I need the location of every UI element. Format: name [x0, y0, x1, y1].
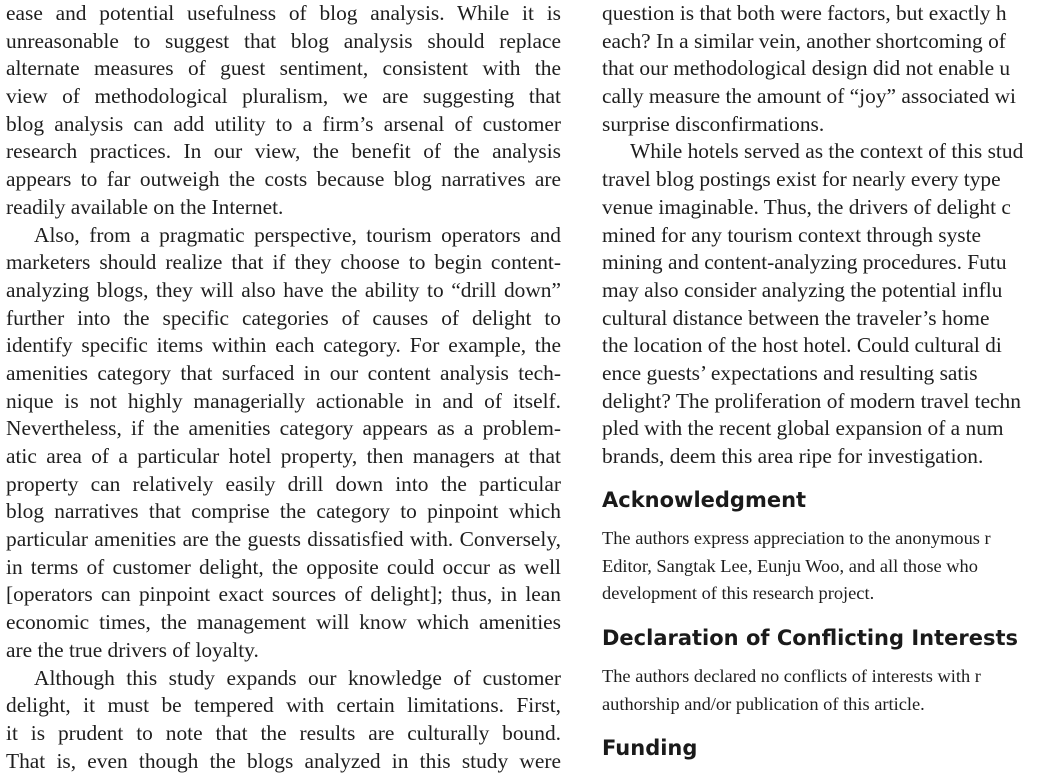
text-line: each? In a similar vein, another shortcoming of — [602, 28, 1006, 53]
text-line: the location of the host hotel. Could cultural di — [602, 333, 1002, 358]
left-column — [6, 0, 561, 775]
text-line: [operators can pinpoint exact sources of delight]; thus, in lean — [6, 582, 561, 607]
conflicts-heading: Declaration of Conflicting Interests — [602, 626, 1019, 650]
text-line: atic area of a particular hotel property, then managers at that — [6, 444, 561, 468]
text-line: ence guests’ expectations and resulting satis — [602, 360, 978, 385]
text-line: it is prudent to note that the results are culturally bound. — [6, 720, 561, 745]
text-line: further into the specific categories of causes of delight to — [6, 305, 561, 330]
conflicts-paragraph — [602, 663, 1045, 718]
text-line: in terms of customer delight, the opposite could occur as well — [6, 554, 561, 579]
text-line: Although this study expands our knowledge of customer — [34, 665, 561, 690]
text-line: marketers should realize that if they choose to begin content- — [6, 250, 561, 275]
text-line: mined for any tourism context through syste — [602, 222, 982, 247]
text-line: alternate measures of guest sentiment, consistent with the — [6, 56, 561, 81]
text-line: may also consider analyzing the potential influ — [602, 277, 1003, 302]
text-line: The authors declared no conflicts of interests with r — [602, 666, 981, 686]
text-line: blog narratives that comprise the category to pinpoint which — [6, 499, 561, 524]
text-line: travel blog postings exist for nearly every type — [602, 167, 1001, 192]
text-line: blog analysis can add utility to a firm’s arsenal of customer — [6, 111, 561, 136]
text-line: nique is not highly managerially actionable in and of itself. — [6, 388, 561, 413]
text-line: identify specific items within each category. For example, the — [6, 333, 561, 358]
text-line: mining and content-analyzing procedures. Futu — [602, 250, 1007, 275]
text-line: authorship and/or publication of this article. — [602, 693, 925, 714]
text-line: cally measure the amount of “joy” associated wi — [602, 84, 1016, 109]
text-line: appears to far outweigh the costs because blog narratives are — [6, 167, 561, 192]
text-line: That is, even though the blogs analyzed in this study were — [6, 748, 561, 773]
text-line: The authors express appreciation to the anonymous r — [602, 528, 991, 548]
text-line: amenities category that surfaced in our content analysis tech- — [6, 360, 561, 385]
text-line: venue imaginable. Thus, the drivers of delight c — [602, 194, 1011, 219]
text-line: research practices. In our view, the benefit of the analysis — [6, 139, 561, 164]
text-line: analyzing blogs, they will also have the ability to “drill down” — [6, 277, 561, 302]
text-line: development of this research project. — [602, 583, 875, 603]
text-line: brands, deem this area ripe for investigation. — [602, 444, 984, 468]
text-line: cultural distance between the traveler’s home — [602, 305, 990, 330]
text-line: While hotels served as the context of this stud — [630, 139, 1024, 164]
text-line: Also, from a pragmatic perspective, tourism operators and — [34, 222, 561, 247]
acknowledgment-paragraph — [602, 525, 1045, 608]
text-line: Editor, Sangtak Lee, Eunju Woo, and all those who — [602, 555, 978, 576]
funding-heading: Funding — [602, 736, 698, 760]
text-line: delight, it must be tempered with certain limitations. First, — [6, 693, 561, 718]
text-line: pled with the recent global expansion of a num — [602, 416, 1004, 441]
text-line: property can relatively easily drill down into the particular — [6, 471, 561, 496]
text-line: surprise disconfirmations. — [602, 111, 825, 136]
text-line: readily available on the Internet. — [6, 194, 284, 219]
text-line: question is that both were factors, but exactly h — [602, 1, 1007, 25]
text-line: delight? The proliferation of modern travel techn — [602, 388, 1021, 413]
text-line: particular amenities are the guests dissatisfied with. Conversely, — [6, 527, 561, 552]
text-line: are the true drivers of loyalty. — [6, 637, 259, 662]
acknowledgment-heading: Acknowledgment — [602, 488, 807, 512]
text-line: ease and potential usefulness of blog analysis. While it is — [6, 1, 561, 25]
text-line: that our methodological design did not enable u — [602, 56, 1011, 81]
text-line: unreasonable to suggest that blog analysis should replace — [6, 28, 561, 53]
right-column — [602, 0, 1045, 766]
text-line: Nevertheless, if the amenities category appears as a problem- — [6, 416, 561, 441]
text-line: economic times, the management will know which amenities — [6, 610, 561, 635]
text-line: view of methodological pluralism, we are suggesting that — [6, 84, 561, 109]
